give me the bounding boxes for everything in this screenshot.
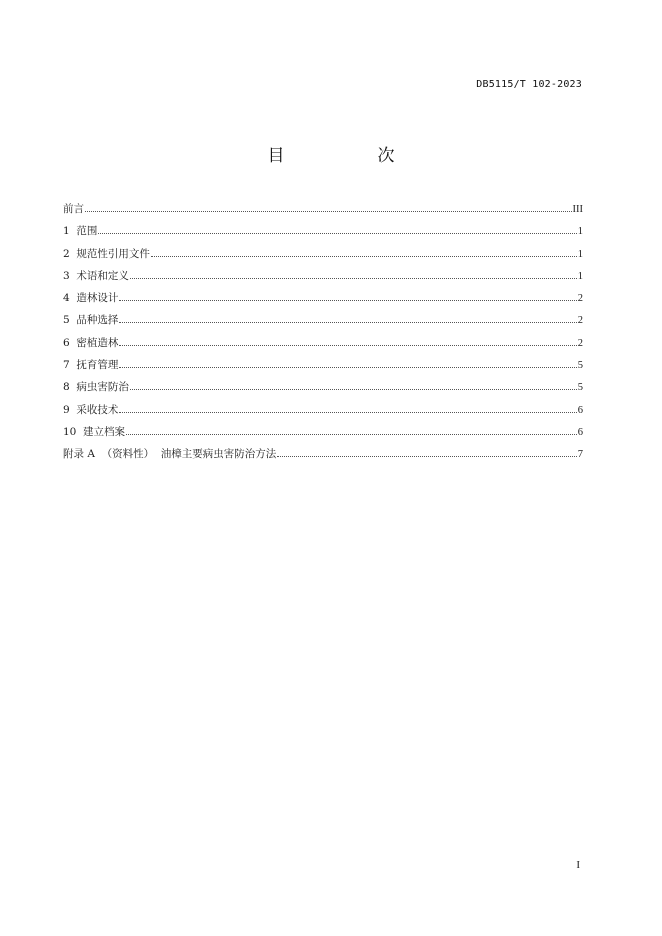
dot-leader	[126, 434, 577, 435]
toc-entry-tending-management[interactable]	[63, 357, 583, 379]
toc-entry-records[interactable]	[63, 424, 583, 446]
toc-entry-label: 8 病虫害防治	[63, 381, 129, 394]
dot-leader	[151, 256, 577, 257]
toc-entry-label: 6 密植造林	[63, 336, 119, 349]
dot-leader	[130, 278, 577, 279]
toc-entry-scope[interactable]	[63, 223, 583, 245]
toc-entry-foreword[interactable]	[63, 201, 583, 223]
toc-entry-page: 2	[577, 293, 583, 305]
toc-entry-label: 前言	[63, 203, 84, 215]
toc-entry-terms-definitions[interactable]	[63, 268, 583, 290]
toc-entry-label: 附录 A （资料性） 油樟主要病虫害防治方法	[63, 448, 277, 461]
dot-leader	[119, 322, 576, 323]
dot-leader	[130, 389, 577, 390]
toc-entry-page: 1	[577, 226, 583, 238]
toc-entry-page: 2	[577, 337, 583, 349]
dot-leader	[85, 211, 572, 212]
table-of-contents	[63, 201, 583, 469]
toc-entry-label: 3 术语和定义	[63, 269, 129, 282]
toc-entry-dense-planting[interactable]	[63, 335, 583, 357]
toc-entry-label: 5 品种选择	[63, 314, 119, 327]
dot-leader	[119, 300, 576, 301]
toc-entry-page: 5	[577, 360, 583, 372]
toc-entry-afforestation-design[interactable]	[63, 290, 583, 312]
toc-entry-page: 1	[577, 248, 583, 260]
toc-entry-label: 7 抚育管理	[63, 359, 119, 372]
dot-leader	[277, 456, 576, 457]
toc-entry-page: 6	[577, 426, 583, 438]
page-number: I	[576, 859, 580, 871]
toc-entry-page: 1	[577, 270, 583, 282]
toc-entry-pest-control[interactable]	[63, 379, 583, 401]
toc-entry-label: 2 规范性引用文件	[63, 247, 150, 260]
toc-entry-page: 6	[577, 404, 583, 416]
dot-leader	[119, 367, 576, 368]
toc-entry-label: 10 建立档案	[63, 425, 126, 438]
toc-entry-label: 9 采收技术	[63, 403, 119, 416]
toc-title: 目 次	[267, 146, 433, 166]
toc-entry-normative-references[interactable]	[63, 246, 583, 268]
toc-entry-page: III	[572, 204, 583, 215]
toc-entry-harvesting[interactable]	[63, 402, 583, 424]
toc-entry-page: 5	[577, 382, 583, 394]
dot-leader	[98, 233, 576, 234]
toc-entry-variety-selection[interactable]	[63, 312, 583, 334]
toc-entry-page: 7	[577, 449, 583, 461]
toc-entry-label: 4 造林设计	[63, 292, 119, 305]
toc-entry-appendix-a[interactable]	[63, 446, 583, 468]
document-code: DB5115/T 102-2023	[476, 79, 582, 90]
toc-entry-page: 2	[577, 315, 583, 327]
toc-entry-label: 1 范围	[63, 225, 98, 238]
dot-leader	[119, 345, 576, 346]
dot-leader	[119, 412, 576, 413]
